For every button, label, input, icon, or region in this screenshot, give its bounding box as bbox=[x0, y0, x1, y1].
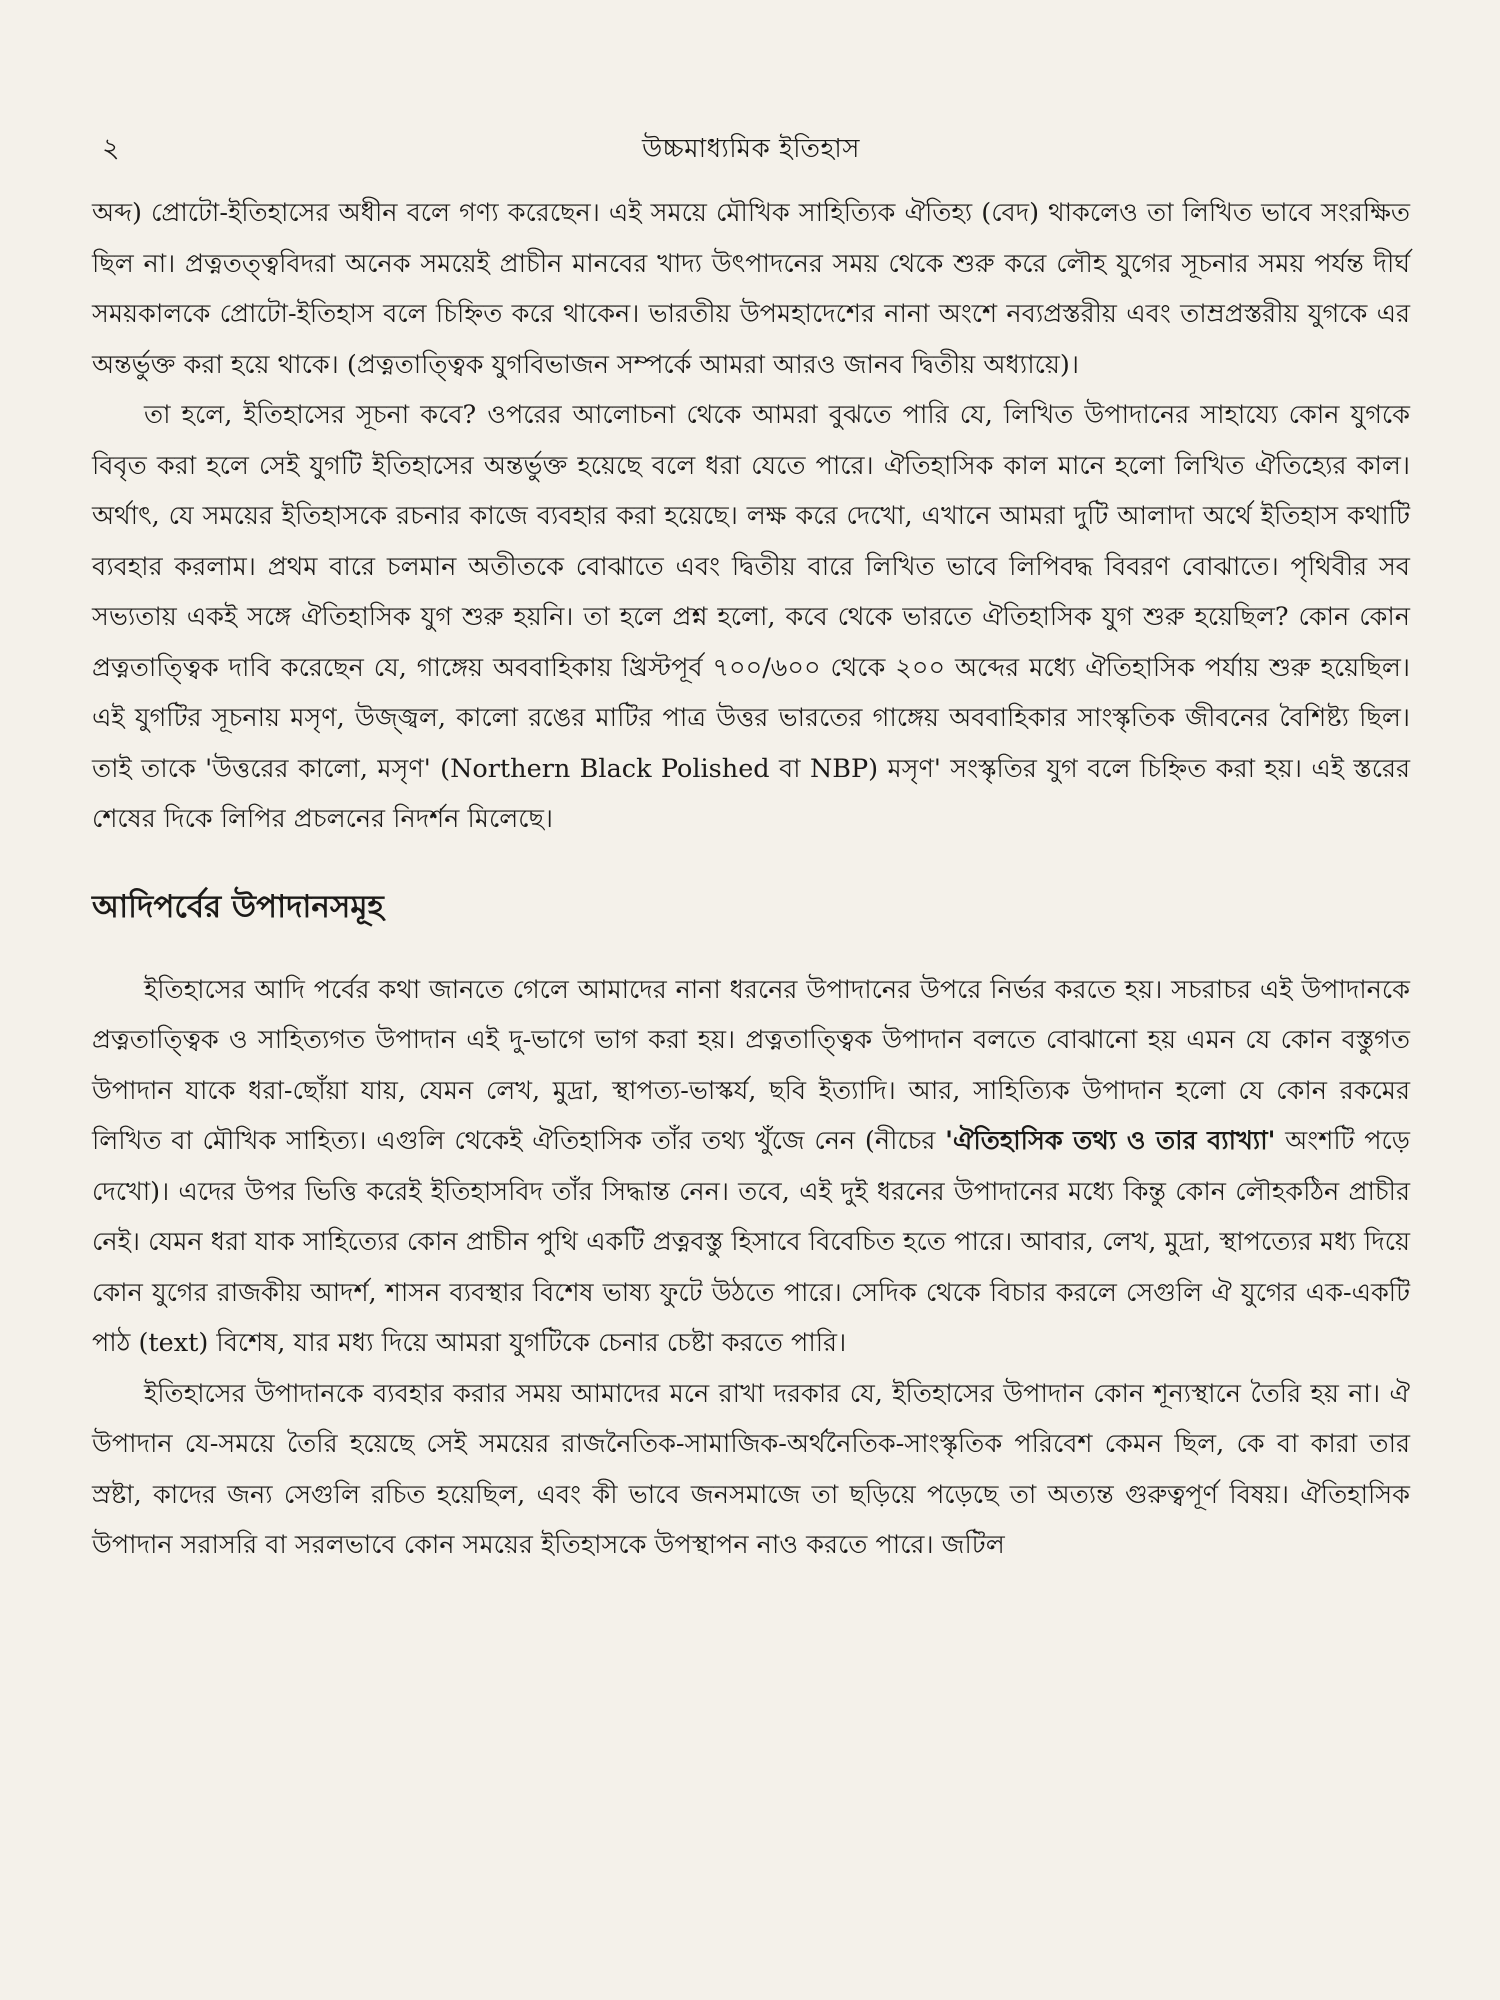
section-heading: আদিপর্বের উপাদানসমূহ bbox=[92, 888, 384, 925]
running-head bbox=[92, 128, 1410, 168]
paragraph-text: ইতিহাসের আদি পর্বের কথা জানতে গেলে আমাদের নানা ধরনের উপাদানের উপরে নির্ভর করতে হয়। সচরাচর এই উপাদানকে প্রত্নতাত্ত্বিক ও সাহিত্যগত উপাদান এই দু-ভাগে ভাগ করা হয়। প্রত্নতাত্ত্বিক উপাদান বলতে বোঝানো হয় এমন যে কোন বস্তুগত উপাদান যাকে ধরা-ছোঁয়া যায়, যেমন লেখ, মুদ্রা, স্থাপত্য-ভাস্কর্য, ছবি ইত্যাদি। আর, সাহিত্যিক উপাদান হলো যে কোন রকমের লিখিত বা মৌখিক সাহিত্য। এগুলি থেকেই ঐতিহাসিক তাঁর তথ্য খুঁজে নেন (নীচের bbox=[92, 974, 1410, 1156]
paragraph: অব্দ) প্রোটো-ইতিহাসের অধীন বলে গণ্য করেছেন। এই সময়ে মৌখিক সাহিত্যিক ঐতিহ্য (বেদ) থাকলেও তা লিখিত ভাবে সংরক্ষিত ছিল না। প্রত্নতত্ত্ববিদরা অনেক সময়েই প্রাচীন মানবের খাদ্য উৎপাদনের সময় থেকে শুরু করে লৌহ যুগের সূচনার সময় পর্যন্ত দীর্ঘ সময়কালকে প্রোটো-ইতিহাস বলে চিহ্নিত করে থাকেন। ভারতীয় উপমহাদেশের নানা অংশে নব্যপ্রস্তরীয় এবং তাম্রপ্রস্তরীয় যুগকে এর অন্তর্ভুক্ত করা হয়ে থাকে। (প্রত্নতাত্ত্বিক যুগবিভাজন সম্পর্কে আমরা আরও জানব দ্বিতীয় অধ্যায়ে)। bbox=[92, 198, 1410, 380]
book-title: উচ্চমাধ্যমিক ইতিহাস bbox=[642, 134, 860, 164]
page-body bbox=[92, 188, 1410, 1571]
page-number: ২ bbox=[102, 133, 120, 164]
paragraph: ইতিহাসের উপাদানকে ব্যবহার করার সময় আমাদের মনে রাখা দরকার যে, ইতিহাসের উপাদান কোন শূন্যস্থানে তৈরি হয় না। ঐ উপাদান যে-সময়ে তৈরি হয়েছে সেই সময়ের রাজনৈতিক-সামাজিক-অর্থনৈতিক-সাংস্কৃতিক পরিবেশ কেমন ছিল, কে বা কারা তার স্রষ্টা, কাদের জন্য সেগুলি রচিত হয়েছিল, এবং কী ভাবে জনসমাজে তা ছড়িয়ে পড়েছে তা অত্যন্ত গুরুত্বপূর্ণ বিষয়। ঐতিহাসিক উপাদান সরাসরি বা সরলভাবে কোন সময়ের ইতিহাসকে উপস্থাপন নাও করতে পারে। জটিল bbox=[92, 1378, 1410, 1560]
paragraph bbox=[92, 965, 1410, 1369]
bold-cross-reference: 'ঐতিহাসিক তথ্য ও তার ব্যাখ্যা' bbox=[945, 1126, 1276, 1156]
paragraph-text: অংশটি পড়ে দেখো)। এদের উপর ভিত্তি করেই ইতিহাসবিদ তাঁর সিদ্ধান্ত নেন। তবে, এই দুই ধরনের উপাদানের মধ্যে কিন্তু কোন লৌহকঠিন প্রাচীর নেই। যেমন ধরা যাক সাহিত্যের কোন প্রাচীন পুথি একটি প্রত্নবস্তু হিসাবে বিবেচিত হতে পারে। আবার, লেখ, মুদ্রা, স্থাপত্যের মধ্য দিয়ে কোন যুগের রাজকীয় আদর্শ, শাসন ব্যবস্থার বিশেষ ভাষ্য ফুটে উঠতে পারে। সেদিক থেকে বিচার করলে সেগুলি ঐ যুগের এক-একটি পাঠ (text) বিশেষ, যার মধ্য দিয়ে আমরা যুগটিকে চেনার চেষ্টা করতে পারি। bbox=[92, 1126, 1411, 1358]
paragraph: তা হলে, ইতিহাসের সূচনা কবে? ওপরের আলোচনা থেকে আমরা বুঝতে পারি যে, লিখিত উপাদানের সাহায্যে কোন যুগকে বিবৃত করা হলে সেই যুগটি ইতিহাসের অন্তর্ভুক্ত হয়েছে বলে ধরা যেতে পারে। ঐতিহাসিক কাল মানে হলো লিখিত ঐতিহ্যের কাল। অর্থাৎ, যে সময়ের ইতিহাসকে রচনার কাজে ব্যবহার করা হয়েছে। লক্ষ করে দেখো, এখানে আমরা দুটি আলাদা অর্থে ইতিহাস কথাটি ব্যবহার করলাম। প্রথম বারে চলমান অতীতকে বোঝাতে এবং দ্বিতীয় বারে লিখিত ভাবে লিপিবদ্ধ বিবরণ বোঝাতে। পৃথিবীর সব সভ্যতায় একই সঙ্গে ঐতিহাসিক যুগ শুরু হয়নি। তা হলে প্রশ্ন হলো, কবে থেকে ভারতে ঐতিহাসিক যুগ শুরু হয়েছিল? কোন কোন প্রত্নতাত্ত্বিক দাবি করেছেন যে, গাঙ্গেয় অববাহিকায় খ্রিস্টপূর্ব ৭০০/৬০০ থেকে ২০০ অব্দের মধ্যে ঐতিহাসিক পর্যায় শুরু হয়েছিল। এই যুগটির সূচনায় মসৃণ, উজ্জ্বল, কালো রঙের মাটির পাত্র উত্তর ভারতের গাঙ্গেয় অববাহিকার সাংস্কৃতিক জীবনের বৈশিষ্ট্য ছিল। তাই তাকে 'উত্তরের কালো, মসৃণ' (Northern Black Polished বা NBP) মসৃণ' সংস্কৃতির যুগ বলে চিহ্নিত করা হয়। এই স্তরের শেষের দিকে লিপির প্রচলনের নিদর্শন মিলেছে। bbox=[92, 400, 1410, 834]
